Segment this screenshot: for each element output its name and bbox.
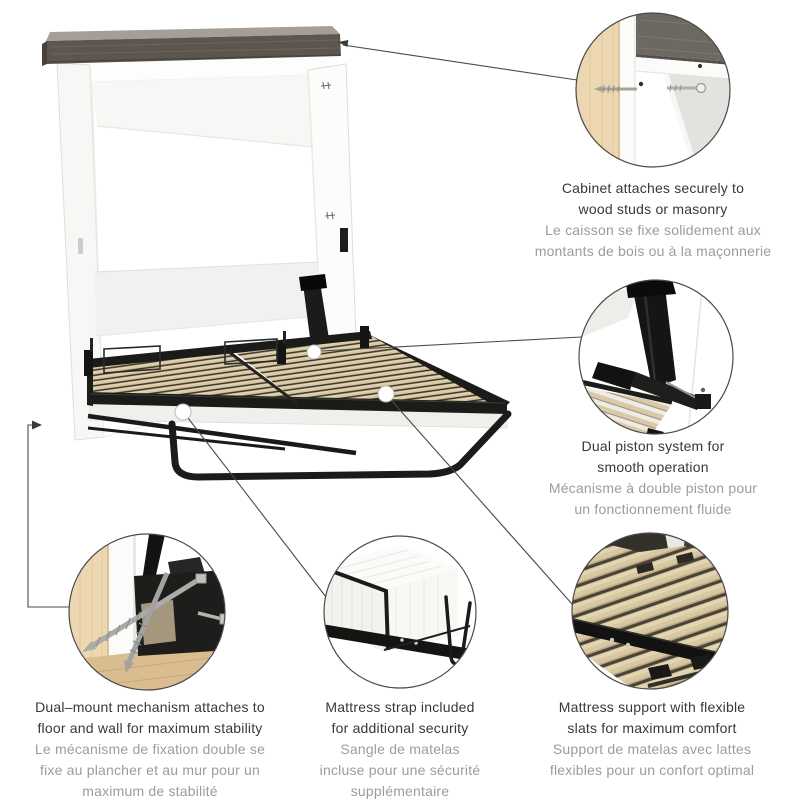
caption-line: Dual piston system for bbox=[581, 438, 725, 454]
caption-line: Sangle de matelas bbox=[340, 741, 460, 757]
murphy-bed-illustration bbox=[42, 26, 510, 477]
latch-handle bbox=[340, 228, 348, 252]
caption-line: Dual–mount mechanism attaches to bbox=[35, 699, 265, 715]
caption-line: fixe au plancher et au mur pour un bbox=[39, 762, 261, 778]
leader-arrow-icon bbox=[32, 421, 42, 430]
caption-line: incluse pour une sécurité bbox=[319, 762, 481, 778]
caption-line: Mattress strap included bbox=[325, 699, 475, 715]
marker-dot bbox=[378, 386, 394, 402]
caption-line: flexibles pour un confort optimal bbox=[549, 762, 755, 778]
marker-dot bbox=[307, 345, 321, 359]
caption-line: maximum de stabilité bbox=[82, 783, 218, 799]
wall-top-plate bbox=[636, 8, 731, 65]
caption-mattress-strap bbox=[320, 697, 481, 800]
leader-line-cabinet bbox=[343, 45, 577, 80]
caption-line: smooth operation bbox=[597, 459, 709, 475]
callout-mattress-support bbox=[570, 528, 736, 698]
callout-cabinet-attachment bbox=[576, 8, 731, 172]
caption-line: floor and wall for maximum stability bbox=[37, 720, 263, 736]
caption-line: Mécanisme à double piston pour bbox=[548, 480, 758, 496]
caption-mattress-support bbox=[550, 697, 754, 781]
caption-line: Le mécanisme de fixation double se bbox=[34, 741, 266, 757]
caption-line: Mattress support with flexible bbox=[558, 699, 746, 715]
caption-line: un fonctionnement fluide bbox=[574, 501, 732, 517]
caption-cabinet-attachment bbox=[535, 178, 772, 262]
caption-line: montants de bois ou à la maçonnerie bbox=[534, 243, 772, 259]
caption-line: Le caisson se fixe solidement aux bbox=[545, 222, 761, 238]
caption-dual-mount bbox=[35, 697, 265, 800]
caption-line: for additional security bbox=[331, 720, 469, 736]
marker-dot bbox=[175, 404, 191, 420]
caption-line: slats for maximum comfort bbox=[567, 720, 737, 736]
caption-line: wood studs or masonry bbox=[578, 201, 728, 217]
caption-line: Cabinet attaches securely to bbox=[561, 180, 745, 196]
caption-dual-piston bbox=[549, 436, 757, 520]
caption-line: supplémentaire bbox=[350, 783, 450, 799]
leader-line-dualmount bbox=[28, 425, 70, 607]
left-panel-latch bbox=[78, 238, 83, 254]
caption-line: Support de matelas avec lattes bbox=[552, 741, 752, 757]
